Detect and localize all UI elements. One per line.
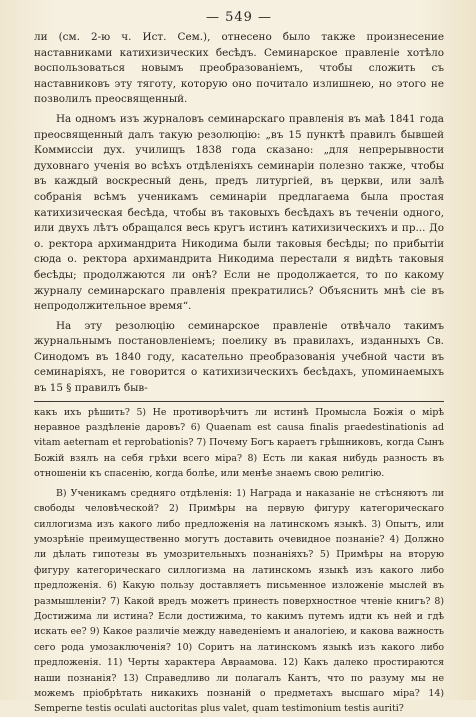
footnote-continuation: какъ ихъ рѣшить? 5) Не противорѣчитъ ли истинѣ Промысла Божія о мірѣ неравное раздѣленіе даровъ? 6) Quaenam est causa finalis praedestinationis ad vitam aeternam et reprobationis? 7) Почему Богъ караетъ грѣшниковъ, когда Сынъ Божій взялъ на себя грѣхи всего міра? 8) Есть ли какая нибудь разность въ отношеніи къ спасенію, когда болѣе, или менѣе знаемъ свою религію. bbox=[34, 406, 444, 480]
footnotes bbox=[34, 405, 444, 717]
footnote-middle-division: В) Ученикамъ средняго отдѣленія: 1) Награда и наказаніе не стѣсняютъ ли свободы человѣческой? 2) Примѣры на первую фигуру категорическаго силлогизма изъ какого либо предложенія на латинскомъ языкѣ. 3) Опытъ, или умозрѣніе преимущественно могутъ доставить очевидное познаніе? 4) Должно ли дѣлать гипотезы въ умозрительныхъ познаніяхъ? 5) Примѣры на вторую фигуру категорическаго силлогизма на латинскомъ языкѣ изъ какого либо предложенія. 6) Какую пользу доставляетъ письменное изложеніе мыслей въ размышленіи? 7) Какой вредъ можетъ принесть поверхностное чтеніе книгъ? 8) Достижима ли истина? Если достижима, то какимъ путемъ идти къ ней и гдѣ искать ее? 9) Какое различіе между наведеніемъ и аналогіею, и какова важность сего рода умозаключенія? 10) Соритъ на латинскомъ языкѣ изъ какого либо предложенія. 11) Черты характера Авраамова. 12) Какъ далеко простираются наши познанія? 13) Справедливо ли полагалъ Кантъ, что по разуму мы не можемъ пріобрѣтать никакихъ познаній о предметахъ высшаго міра? 14) Semperne testis oculati auctoritas plus valet, quam testimonium testis auriti? bbox=[34, 487, 444, 715]
footnote-divider bbox=[34, 401, 444, 402]
main-text bbox=[34, 30, 444, 397]
page-number: — 549 — bbox=[205, 10, 273, 25]
paragraph-continuation: ли (см. 2-ю ч. Ист. Сем.), отнесено было также произнесение наставниками катихизических бесѣдъ. Семинарское правленіе хотѣло воспользоваться новымъ преобразованіемъ, чтобы сложить съ наставниковъ эту тяготу, которую оно почитало излишнею, но этого не позволилъ преосвященный. bbox=[34, 31, 444, 106]
paragraph-resolution: На одномъ изъ журналовъ семинарскаго правленія въ маѣ 1841 года преосвященный далъ такую резолюцію: „въ 15 пунктѣ правилъ бывшей Коммиссіи дух. училищъ 1838 года сказано: „для непрерывности духовнаго ученія во всѣхъ отдѣленіяхъ семинаріи полезно также, чтобы въ каждый воскресный день, предъ литургіей, въ церкви, или залѣ собранія всѣмъ ученикамъ семинаріи предлагаема была простая катихизическая бесѣда, чтобы въ таковыхъ бесѣдахъ въ теченіи одного, или двухъ лѣтъ обращался весь кругъ истинъ катихизическихъ и пр... До о. ректора архимандрита Никодима были таковыя бесѣды; по прибытіи сюда о. ректора архимандрита Никодима перестали я видѣть таковыя бесѣды; продолжаются ли онѣ? Если не продолжается, то по какому журналу семинарскаго правленія прекратились? Объяснить мнѣ сіе въ непродолжительное время“. bbox=[34, 112, 444, 313]
paragraph-response: На эту резолюцію семинарское правленіе отвѣчало такимъ журнальнымъ постановленіемъ; поелику въ правилахъ, изданныхъ Св. Синодомъ въ 1840 году, касательно преобразованія учебной части въ семинаріяхъ, не говорится о катихизическихъ бесѣдахъ, упоминаемыхъ въ 15 § правилъ быв- bbox=[34, 319, 444, 395]
